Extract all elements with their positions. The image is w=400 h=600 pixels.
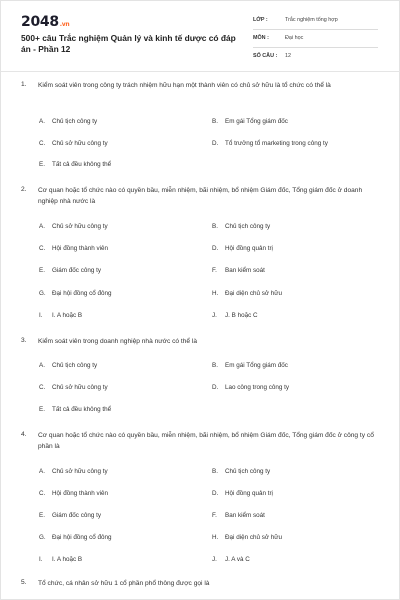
question-number: 5. — [21, 579, 27, 586]
option-c[interactable] — [39, 245, 108, 252]
option-b[interactable] — [212, 362, 288, 369]
option-text: Đại diện chủ sở hữu — [225, 290, 283, 297]
option-label: F. — [212, 267, 217, 274]
option-c[interactable] — [39, 490, 108, 497]
logo-tld: .vn — [59, 21, 70, 28]
option-label: H. — [212, 534, 219, 541]
option-text: Chủ tịch công ty — [52, 118, 98, 125]
option-label: C. — [39, 384, 46, 391]
site-logo[interactable] — [21, 14, 69, 30]
meta-key: MÔN : — [253, 35, 269, 41]
meta-table — [253, 13, 378, 66]
option-c[interactable] — [39, 140, 108, 147]
option-g[interactable] — [39, 290, 112, 297]
option-b[interactable] — [212, 468, 270, 475]
question-text: Cơ quan hoặc tổ chức nào có quyền bầu, miễn nhiệm, bãi nhiệm, bổ nhiệm Giám đốc, Tổng giám đốc ở công ty cổ phần là — [38, 432, 374, 450]
option-text: Chủ sở hữu công ty — [52, 384, 108, 391]
option-label: D. — [212, 140, 219, 147]
option-text: Tất cả đều không thể — [52, 406, 112, 413]
logo-main: 2048 — [21, 14, 59, 30]
meta-row-class — [253, 13, 378, 30]
question-number: 4. — [21, 431, 27, 438]
option-label: A. — [39, 223, 45, 230]
meta-row-subject — [253, 31, 378, 48]
option-d[interactable] — [212, 384, 289, 391]
option-text: Chủ sở hữu công ty — [52, 223, 108, 230]
option-label: E. — [39, 406, 45, 413]
option-label: D. — [212, 384, 219, 391]
option-h[interactable] — [212, 534, 282, 541]
document-header — [1, 1, 400, 71]
option-h[interactable] — [212, 290, 282, 297]
option-b[interactable] — [212, 223, 270, 230]
option-label: E. — [39, 512, 45, 519]
option-e[interactable] — [39, 406, 111, 413]
option-label: G. — [39, 534, 46, 541]
option-a[interactable] — [39, 223, 108, 230]
option-j[interactable] — [212, 312, 258, 319]
option-label: C. — [39, 490, 46, 497]
option-text: J. B hoặc C — [225, 312, 258, 319]
option-label: G. — [39, 290, 46, 297]
option-label: B. — [212, 223, 218, 230]
option-label: E. — [39, 161, 45, 168]
option-f[interactable] — [212, 267, 265, 274]
header-divider — [1, 71, 400, 72]
option-text: Tất cả đều không thể — [52, 161, 112, 168]
option-text: Hội đồng thành viên — [52, 490, 109, 497]
option-f[interactable] — [212, 512, 265, 519]
meta-row-count — [253, 49, 378, 65]
option-text: Ban kiểm soát — [225, 512, 265, 519]
option-text: Chủ tịch công ty — [225, 223, 271, 230]
question-number: 1. — [21, 81, 27, 88]
option-i[interactable] — [39, 556, 82, 563]
option-label: F. — [212, 512, 217, 519]
option-label: A. — [39, 362, 45, 369]
meta-key: LỚP : — [253, 17, 268, 23]
meta-value: Trắc nghiệm tổng hợp — [285, 17, 338, 23]
option-text: I. A hoặc B — [52, 312, 83, 319]
option-text: Ban kiểm soát — [225, 267, 265, 274]
option-label: B. — [212, 468, 218, 475]
option-text: Đại diện chủ sở hữu — [225, 534, 283, 541]
option-a[interactable] — [39, 468, 108, 475]
option-label: J. — [212, 556, 217, 563]
option-c[interactable] — [39, 384, 108, 391]
option-e[interactable] — [39, 267, 101, 274]
option-text: Hội đồng quản trị — [225, 490, 273, 497]
option-label: I. — [39, 312, 43, 319]
option-text: Chủ sở hữu công ty — [52, 140, 108, 147]
option-e[interactable] — [39, 512, 101, 519]
option-text: Đại hội đồng cổ đông — [52, 290, 112, 297]
question-number: 3. — [21, 337, 27, 344]
option-label: B. — [212, 362, 218, 369]
option-text: Em gái Tổng giám đốc — [225, 118, 288, 125]
meta-key: SỐ CÂU : — [253, 53, 278, 59]
option-label: H. — [212, 290, 219, 297]
option-text: Giám đốc công ty — [52, 267, 101, 274]
question-number: 2. — [21, 186, 27, 193]
meta-value: Đại học — [285, 35, 304, 41]
option-label: B. — [212, 118, 218, 125]
option-label: I. — [39, 556, 43, 563]
option-text: Hội đồng thành viên — [52, 245, 109, 252]
option-e[interactable] — [39, 161, 111, 168]
option-label: C. — [39, 245, 46, 252]
question-text: Kiểm soát viên trong doanh nghiệp nhà nước có thể là — [38, 338, 198, 345]
option-text: Lao công trong công ty — [225, 384, 290, 391]
option-text: Chủ tịch công ty — [52, 362, 98, 369]
option-text: Chủ sở hữu công ty — [52, 468, 108, 475]
option-label: D. — [212, 490, 219, 497]
option-text: Em gái Tổng giám đốc — [225, 362, 288, 369]
question-text: Kiểm soát viên trong công ty trách nhiệm hữu hạn một thành viên có chủ sở hữu là tổ chức có thể là — [38, 82, 331, 89]
option-a[interactable] — [39, 118, 97, 125]
option-d[interactable] — [212, 245, 273, 252]
option-text: Hội đồng quản trị — [225, 245, 273, 252]
option-d[interactable] — [212, 490, 273, 497]
option-label: A. — [39, 118, 45, 125]
option-label: C. — [39, 140, 46, 147]
option-text: Giám đốc công ty — [52, 512, 101, 519]
option-text: Tổ trưởng tổ marketing trong công ty — [225, 140, 328, 147]
option-j[interactable] — [212, 556, 250, 563]
option-d[interactable] — [212, 140, 328, 147]
option-text: I. A hoặc B — [52, 556, 83, 563]
meta-value: 12 — [285, 53, 291, 59]
option-text: J. A và C — [225, 556, 250, 563]
option-label: A. — [39, 468, 45, 475]
question-text: Cơ quan hoặc tổ chức nào có quyền bầu, miễn nhiệm, bãi nhiệm, bổ nhiệm Giám đốc, Tổng giám đốc ở doanh nghiệp nhà nước là — [38, 187, 363, 205]
option-text: Đại hội đồng cổ đông — [52, 534, 112, 541]
option-label: D. — [212, 245, 219, 252]
option-label: E. — [39, 267, 45, 274]
option-g[interactable] — [39, 534, 112, 541]
option-i[interactable] — [39, 312, 82, 319]
option-text: Chủ tịch công ty — [225, 468, 271, 475]
document-title: 500+ câu Trắc nghiệm Quản lý và kinh tế dược có đáp án - Phần 12 — [21, 33, 236, 54]
option-a[interactable] — [39, 362, 97, 369]
option-b[interactable] — [212, 118, 288, 125]
option-label: J. — [212, 312, 217, 319]
question-text: Tổ chức, cá nhân sở hữu 1 cổ phần phổ thông được gọi là — [38, 580, 210, 587]
